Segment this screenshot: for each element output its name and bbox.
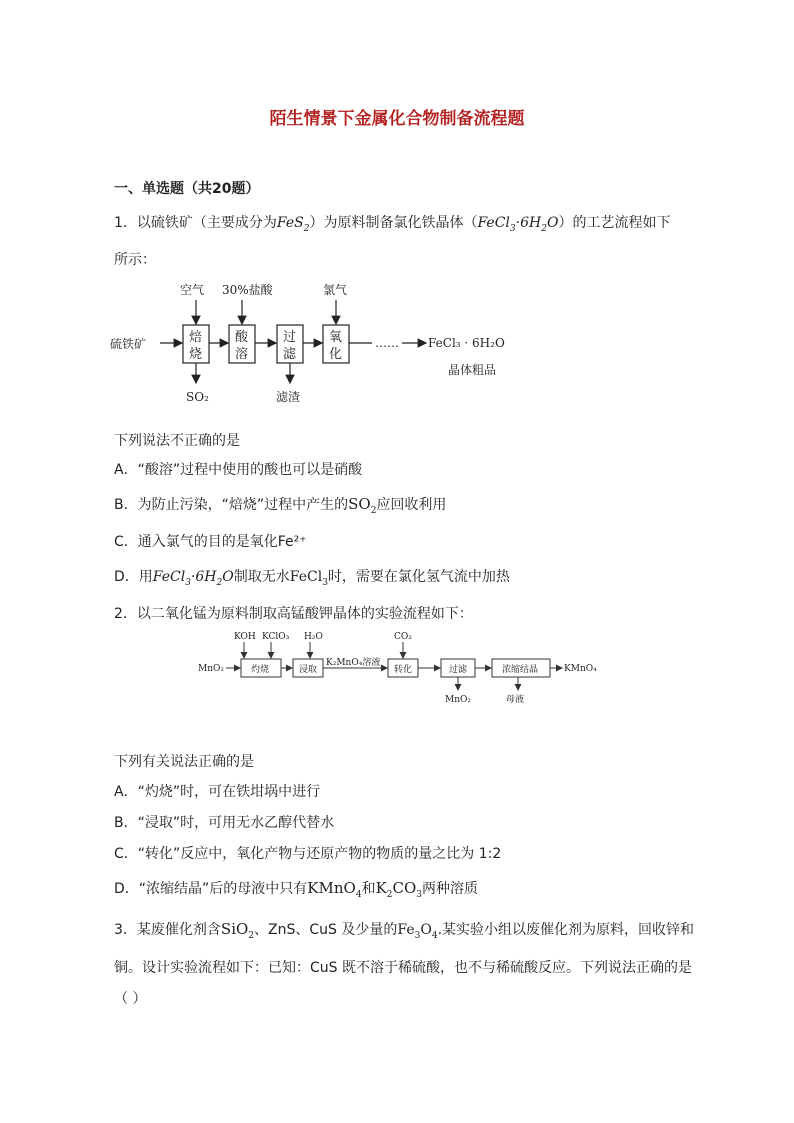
q2-output-mno2: MnO₂ — [445, 695, 471, 705]
q2-output-liquor: 母液 — [506, 695, 525, 705]
formula-fes2: FeS$_2$ — [276, 215, 310, 234]
q2-input-kclo3: KClO₃ — [262, 632, 290, 642]
q1-acid-label: 30%盐酸 — [222, 283, 273, 297]
q1-product-note: 晶体粗品 — [448, 363, 497, 377]
q1-box4-char2: 化 — [329, 347, 343, 362]
q1-residue-output: 滤渣 — [276, 390, 301, 404]
q2-product: KMnO₄ — [564, 664, 597, 674]
q2-flow-diagram — [196, 628, 606, 708]
formula-fecl3-hydrate-2: $FeCl_3\cdot 6H_2O$ — [152, 569, 234, 588]
q1-stem-text-b: ）为原料制备氯化铁晶体（ — [309, 215, 478, 231]
q2-option-d[interactable]: D．“浓缩结晶”后的母液中只有KMnO$_4$和$K_2CO_3$两种溶质 — [114, 879, 479, 900]
q2-box1-label: 灼烧 — [251, 665, 270, 675]
q1-option-b[interactable]: B．为防止污染，“焙烧”过程中产生的$SO_2$应回收利用 — [114, 495, 447, 516]
q1-chlorine-label: 氯气 — [323, 283, 348, 297]
q2-arrow-label: K₂MnO₄溶液 — [326, 658, 381, 668]
q2-box2-label: 浸取 — [299, 665, 318, 675]
q1-so2-output: SO₂ — [186, 390, 209, 404]
q3-stem: 3．某废催化剂含SiO$_2$、ZnS、CuS 及少量的$Fe_3O_4$.某实验小组以废催化剂为原料，回收锌和 — [114, 920, 695, 941]
q2-input-h2o: H₂O — [304, 632, 323, 642]
q1-stem — [114, 212, 670, 234]
formula-sio2: SiO$_2$ — [220, 920, 255, 941]
q1-question: 下列说法不正确的是 — [114, 433, 240, 449]
q3-stem-line2: 铜。设计实验流程如下：已知：CuS 既不溶于稀硫酸，也不与稀硫酸反应。下列说法正确的是 — [114, 960, 692, 976]
q2-input-koh: KOH — [234, 632, 256, 642]
q1-stem-text-c: ）的工艺流程如下 — [558, 215, 671, 231]
formula-k2co3: $K_2CO_3$ — [375, 879, 423, 900]
q2-box5-label: 浓缩结晶 — [502, 665, 539, 675]
q1-box2-char2: 溶 — [235, 347, 249, 362]
q1-box2-char1: 酸 — [235, 330, 249, 345]
q1-box3-char2: 滤 — [283, 347, 297, 362]
q1-stem-text-a: 1．以硫铁矿（主要成分为 — [114, 215, 277, 231]
q2-stem: 2．以二氧化锰为原料制取高锰酸钾晶体的实验流程如下： — [114, 606, 473, 622]
page-title: 陌生情景下金属化合物制备流程题 — [269, 109, 525, 129]
q1-product: FeCl₃ · 6H₂O — [428, 336, 505, 350]
q3-answer-bracket: （ ） — [114, 991, 147, 1007]
q1-option-d[interactable]: D．用$FeCl_3\cdot 6H_2O$制取无水FeCl$_3$时，需要在氯化氢气流中加热 — [114, 569, 510, 588]
q1-flow-diagram — [110, 280, 520, 410]
section-heading: 一、单选题（共20题） — [114, 181, 260, 197]
formula-kmno4: KMnO$_4$ — [307, 879, 362, 900]
q1-box3-char1: 过 — [283, 330, 297, 345]
q1-box1-char2: 烧 — [189, 347, 203, 362]
q2-option-a[interactable]: A．“灼烧”时，可在铁坩埚中进行 — [114, 784, 321, 800]
formula-fecl3: FeCl$_3$ — [289, 569, 328, 588]
formula-fe3o4: $Fe_3O_4$ — [397, 922, 438, 941]
q1-stem-line2: 所示： — [114, 252, 156, 268]
q2-box3-label: 转化 — [394, 665, 413, 675]
q1-box4-char1: 氧 — [329, 330, 343, 345]
q1-option-c[interactable]: C．通入氯气的目的是氧化Fe²⁺ — [114, 534, 307, 550]
q2-input-co2: CO₂ — [394, 632, 412, 642]
q2-question: 下列有关说法正确的是 — [114, 754, 254, 770]
q2-box4-label: 过滤 — [449, 665, 468, 675]
q1-air-label: 空气 — [180, 283, 205, 297]
q1-input-label: 硫铁矿 — [110, 337, 147, 351]
q1-box1-char1: 焙 — [189, 330, 203, 345]
q1-option-a[interactable]: A．“酸溶”过程中使用的酸也可以是硝酸 — [114, 462, 363, 478]
formula-so2: $SO_2$ — [348, 495, 377, 516]
formula-fecl3-hydrate: $FeCl_3\cdot 6H_2O$ — [477, 215, 559, 234]
q1-dots: …… — [375, 336, 399, 350]
q2-option-c[interactable]: C．“转化”反应中，氧化产物与还原产物的物质的量之比为 1:2 — [114, 846, 502, 862]
q2-option-b[interactable]: B．“浸取”时，可用无水乙醇代替水 — [114, 815, 335, 831]
q2-input: MnO₂ — [198, 664, 224, 674]
